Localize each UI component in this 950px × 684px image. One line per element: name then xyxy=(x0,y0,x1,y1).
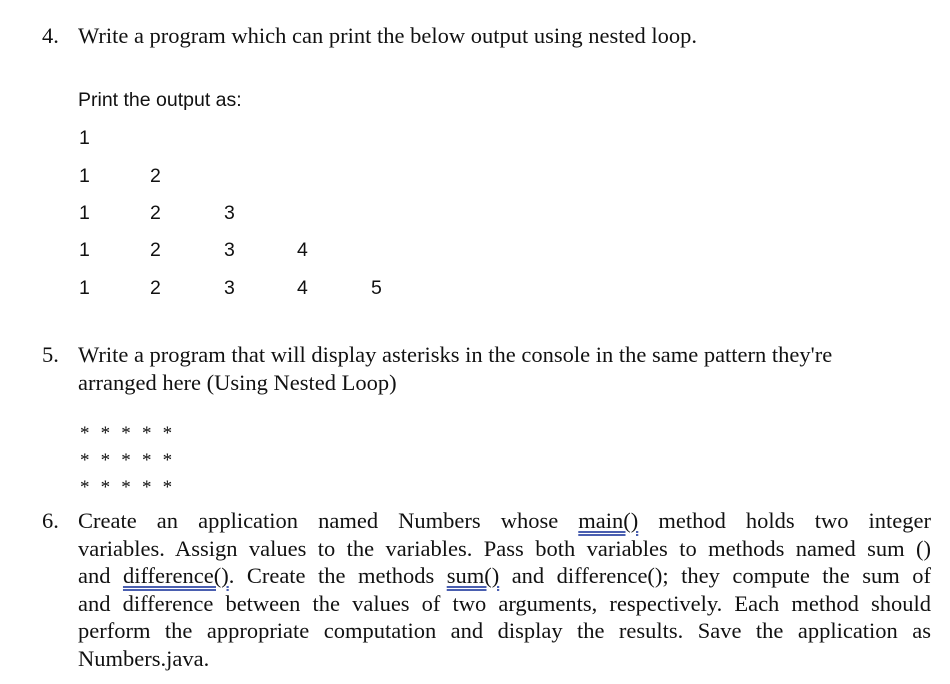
q4-text: Write a program which can print the below output using nested loop. xyxy=(78,23,697,48)
pattern-cell: 1 xyxy=(79,127,90,149)
q6-text-segment: and xyxy=(78,563,123,588)
pattern-cell: 3 xyxy=(224,202,235,224)
pattern-cell: 1 xyxy=(79,202,90,224)
q6-line-2: variables. Assign values to the variables. Pass both variables to methods named sum () xyxy=(78,535,931,561)
pattern-cell: 2 xyxy=(150,165,161,187)
star-row: * * * * * xyxy=(80,423,176,444)
pattern-cell: 5 xyxy=(371,277,382,299)
pattern-cell: 3 xyxy=(224,277,235,299)
q5-text: Write a program that will display asterisks in the console in the same pattern they're arranged here (Using Nested Loop) xyxy=(78,342,833,395)
pattern-cell: 2 xyxy=(150,277,161,299)
pattern-cell: 1 xyxy=(79,239,90,261)
q4-number: 4. xyxy=(42,23,59,48)
pattern-cell: 4 xyxy=(297,277,308,299)
q6-number: 6. xyxy=(42,508,59,533)
pattern-cell: 1 xyxy=(79,165,90,187)
pattern-cell: 4 xyxy=(297,239,308,261)
difference-method-ref: difference() xyxy=(122,563,229,588)
q6-line-5: perform the appropriate computation and display the results. Save the application as xyxy=(78,618,931,643)
pattern-cell: 2 xyxy=(150,239,161,261)
star-row: * * * * * xyxy=(80,450,176,471)
q6-text-segment: . Create the methods xyxy=(228,563,447,588)
pattern-cell: 1 xyxy=(79,277,90,299)
pattern-cell: 2 xyxy=(150,202,161,224)
sum-method-ref: sum() xyxy=(446,563,500,588)
q6-text-segment: and difference(); they compute the sum of xyxy=(499,563,931,588)
pattern-cell: 3 xyxy=(224,239,235,261)
q6-text-segment: method holds two integer xyxy=(638,508,931,533)
q5-number: 5. xyxy=(42,342,59,367)
q6-text xyxy=(78,507,931,672)
main-method-ref: main() xyxy=(578,508,639,533)
q6-line-3 xyxy=(78,562,931,590)
q6-line-1 xyxy=(78,507,931,535)
print-output-label: Print the output as: xyxy=(78,89,242,111)
q6-line-4: and difference between the values of two arguments, respectively. Each method should xyxy=(78,590,931,616)
star-row: * * * * * xyxy=(80,477,176,498)
q6-text-segment: Create an application named Numbers whose xyxy=(78,508,579,533)
q6-line-6: Numbers.java. xyxy=(78,645,210,671)
